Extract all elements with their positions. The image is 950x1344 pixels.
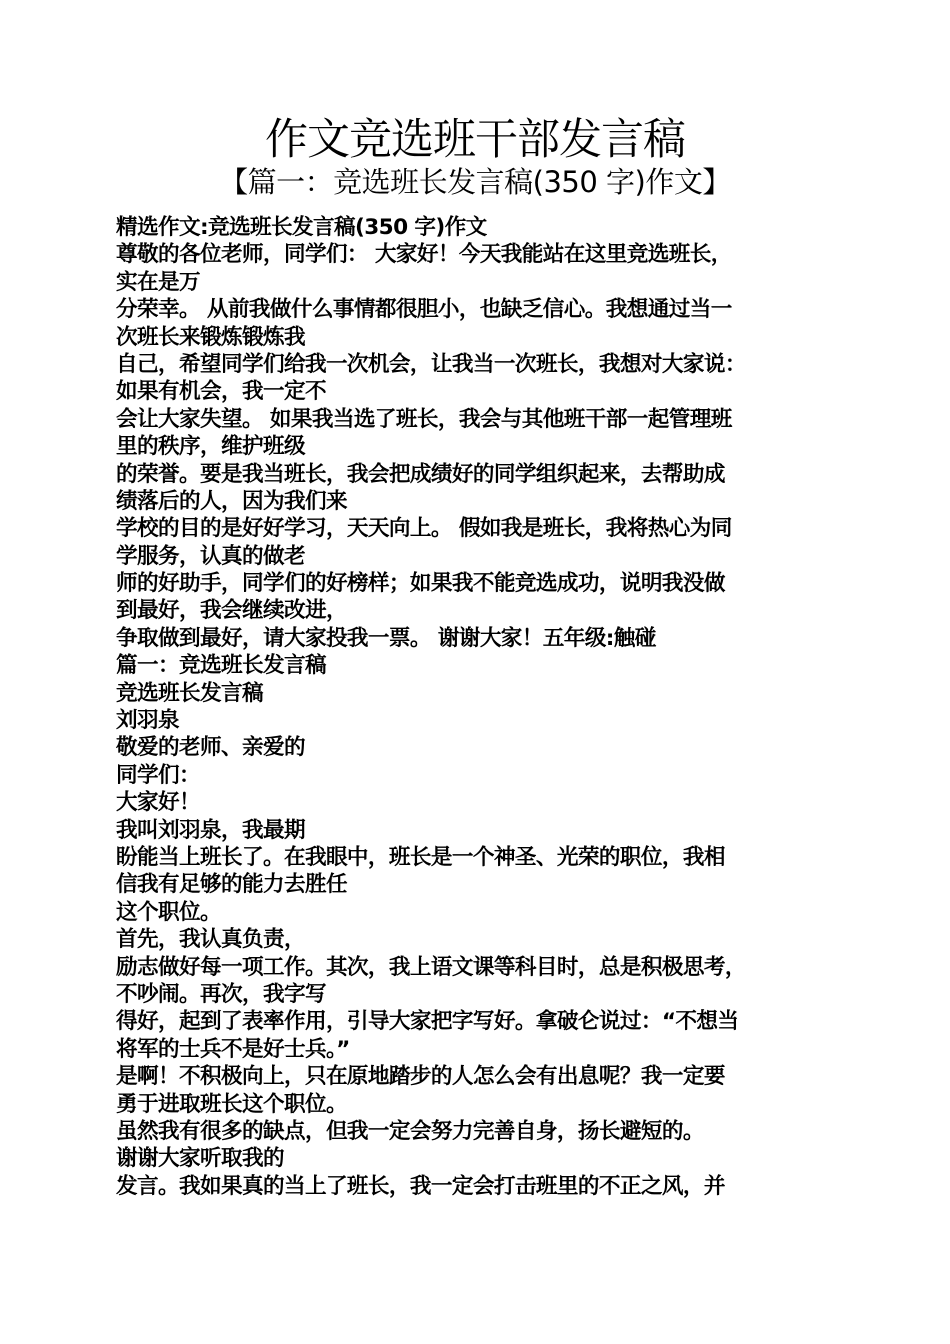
body-line: 学校的目的是好好学习，天天向上。 假如我是班长，我将热心为同 bbox=[116, 516, 732, 542]
body-line: 敬爱的老师、亲爱的 bbox=[116, 735, 305, 761]
body-line: 绩落后的人，因为我们来 bbox=[116, 488, 347, 514]
body-line: 得好，起到了表率作用，引导大家把字写好。拿破仑说过：“不想当 bbox=[116, 1009, 739, 1035]
body-line: 尊敬的各位老师，同学们： 大家好！今天我能站在这里竞选班长， bbox=[116, 242, 732, 268]
body-line: 师的好助手，同学们的好榜样；如果我不能竞选成功，说明我没做 bbox=[116, 571, 725, 597]
body-line: 篇一：竞选班长发言稿 bbox=[116, 653, 326, 679]
body-line: 学服务，认真的做老 bbox=[116, 543, 305, 569]
body-line: 同学们： bbox=[116, 762, 200, 788]
body-line: 次班长来锻炼锻炼我 bbox=[116, 324, 305, 350]
document-subtitle: 【篇一：竞选班长发言稿(350 字)作文】 bbox=[219, 165, 731, 199]
body-line: 首先，我认真负责， bbox=[116, 927, 305, 953]
body-line: 实在是万 bbox=[116, 269, 200, 295]
body-line: 不吵闹。再次，我字写 bbox=[116, 981, 326, 1007]
body-line: 是啊！不积极向上，只在原地踏步的人怎么会有出息呢？我一定要 bbox=[116, 1064, 725, 1090]
body-line: 励志做好每一项工作。其次，我上语文课等科目时，总是积极思考， bbox=[116, 954, 746, 980]
body-line: 将军的士兵不是好士兵。” bbox=[116, 1036, 350, 1062]
body-line: 到最好，我会继续改进， bbox=[116, 598, 347, 624]
body-line: 里的秩序，维护班级 bbox=[116, 434, 305, 460]
body-line: 会让大家失望。 如果我当选了班长，我会与其他班干部一起管理班 bbox=[116, 406, 732, 432]
body-line: 这个职位。 bbox=[116, 899, 221, 925]
body-line: 虽然我有很多的缺点，但我一定会努力完善自身，扬长避短的。 bbox=[116, 1118, 704, 1144]
body-line: 盼能当上班长了。在我眼中，班长是一个神圣、光荣的职位，我相 bbox=[116, 844, 725, 870]
body-line: 刘羽泉 bbox=[116, 708, 179, 734]
body-line: 精选作文:竞选班长发言稿(350 字)作文 bbox=[116, 215, 487, 240]
body-line: 信我有足够的能力去胜任 bbox=[116, 872, 347, 898]
body-line: 我叫刘羽泉，我最期 bbox=[116, 817, 305, 843]
body-line: 分荣幸。 从前我做什么事情都很胆小，也缺乏信心。我想通过当一 bbox=[116, 297, 732, 323]
body-line: 争取做到最好，请大家投我一票。 谢谢大家！五年级:触碰 bbox=[116, 625, 656, 651]
body-line: 自己，希望同学们给我一次机会，让我当一次班长，我想对大家说： bbox=[116, 351, 746, 377]
document-body bbox=[116, 214, 838, 1200]
body-line: 发言。我如果真的当上了班长，我一定会打击班里的不正之风，并 bbox=[116, 1173, 725, 1199]
body-line: 的荣誉。要是我当班长，我会把成绩好的同学组织起来，去帮助成 bbox=[116, 461, 725, 487]
body-line: 竞选班长发言稿 bbox=[116, 680, 263, 706]
body-line: 勇于进取班长这个职位。 bbox=[116, 1091, 347, 1117]
document-title: 作文竞选班干部发言稿 bbox=[265, 115, 685, 165]
body-line: 如果有机会，我一定不 bbox=[116, 379, 326, 405]
body-line: 谢谢大家听取我的 bbox=[116, 1146, 284, 1172]
body-line: 大家好！ bbox=[116, 790, 200, 816]
